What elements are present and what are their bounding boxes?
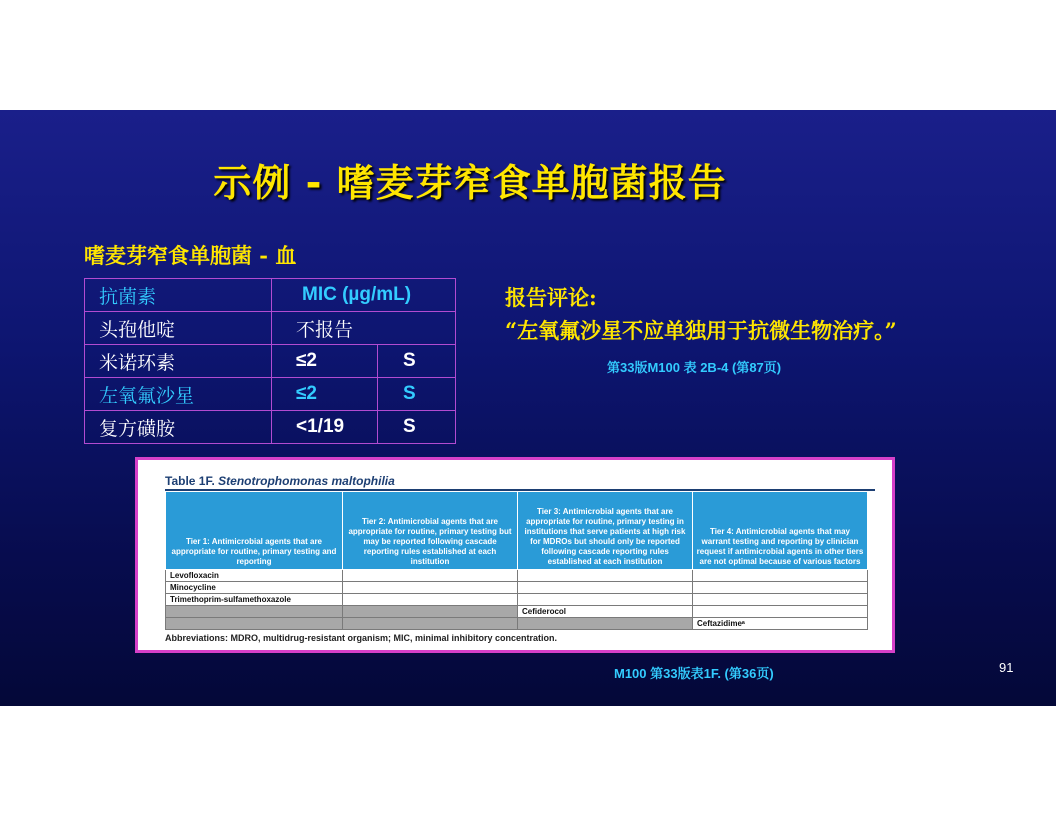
interpretation: S — [378, 411, 456, 444]
report-comment-title: 报告评论: — [505, 285, 597, 310]
tier-2-cell — [343, 606, 518, 618]
reference-table-1f: M100 第33版表1F. (第36页) — [614, 666, 774, 681]
table-row — [166, 570, 868, 582]
reference-table-2b4: 第33版M100 表 2B-4 (第87页) — [607, 360, 782, 375]
mic-value: <1/19 — [272, 411, 378, 444]
tier-2-cell — [343, 582, 518, 594]
table-row — [85, 378, 456, 411]
interpretation: S — [378, 378, 456, 411]
tier-2-header: Tier 2: Antimicrobial agents that are appropriate for routine, primary testing but may be reported following cascade reporting rules established at each institution — [343, 492, 518, 570]
table-1f-title-prefix: Table 1F. — [165, 474, 215, 488]
tier-2-cell — [343, 594, 518, 606]
tier-3-cell: Cefiderocol — [518, 606, 693, 618]
table-row — [85, 312, 456, 345]
table-1f-abbreviations: Abbreviations: MDRO, multidrug-resistant organism; MIC, minimal inhibitory concentration. — [165, 633, 558, 643]
tier-3-cell — [518, 618, 693, 630]
table-row — [166, 582, 868, 594]
table-row — [85, 345, 456, 378]
tier-1-cell: Trimethoprim-sulfamethoxazole — [166, 594, 343, 606]
slide-title: 示例 - 嗜麦芽窄食单胞菌报告 — [213, 161, 727, 205]
drug-name: 米诺环素 — [85, 345, 272, 378]
tier-1-header: Tier 1: Antimicrobial agents that are appropriate for routine, primary testing and reporting — [166, 492, 343, 570]
mic-table-header — [85, 279, 456, 312]
table-row — [166, 594, 868, 606]
tier-3-cell — [518, 582, 693, 594]
tier-2-cell — [343, 570, 518, 582]
tier-2-cell — [343, 618, 518, 630]
tier-3-header: Tier 3: Antimicrobial agents that are appropriate for routine, primary testing in institutions that serve patients at high risk for MDROs but should only be reported following cascade reporting rules established at each institution — [518, 492, 693, 570]
page-number: 91 — [999, 660, 1014, 675]
table-1f-image — [135, 457, 895, 653]
tier-4-cell — [693, 570, 868, 582]
tier-1-cell: Minocycline — [166, 582, 343, 594]
table-1f-title — [165, 474, 395, 488]
header-mic: MIC (µg/mL) — [272, 279, 456, 312]
mic-table — [84, 278, 456, 444]
table-row — [166, 606, 868, 618]
mic-value: ≤2 — [272, 345, 378, 378]
drug-name: 左氧氟沙星 — [85, 378, 272, 411]
table-row — [166, 618, 868, 630]
report-comment-text: “左氧氟沙星不应单独用于抗微生物治疗。” — [505, 318, 897, 343]
tier-4-cell — [693, 582, 868, 594]
tier-1-cell: Levofloxacin — [166, 570, 343, 582]
tier-4-header: Tier 4: Antimicrobial agents that may warrant testing and reporting by clinician request if antimicrobial agents in other tiers are not optimal because of various factors — [693, 492, 868, 570]
table-1f — [165, 491, 868, 630]
header-drug: 抗菌素 — [85, 279, 272, 312]
slide-subtitle: 嗜麦芽窄食单胞菌 - 血 — [84, 243, 297, 268]
interpretation: S — [378, 345, 456, 378]
tier-4-cell — [693, 594, 868, 606]
tier-1-cell — [166, 606, 343, 618]
table-1f-header-row — [166, 492, 868, 570]
table-row — [85, 411, 456, 444]
tier-4-cell: Ceftazidimeᵃ — [693, 618, 868, 630]
tier-3-cell — [518, 594, 693, 606]
mic-value: ≤2 — [272, 378, 378, 411]
tier-3-cell — [518, 570, 693, 582]
slide — [0, 110, 1056, 706]
tier-1-cell — [166, 618, 343, 630]
table-1f-title-organism: Stenotrophomonas maltophilia — [218, 474, 395, 488]
drug-name: 头孢他啶 — [85, 312, 272, 345]
mic-value: 不报告 — [272, 312, 456, 345]
tier-4-cell — [693, 606, 868, 618]
drug-name: 复方磺胺 — [85, 411, 272, 444]
